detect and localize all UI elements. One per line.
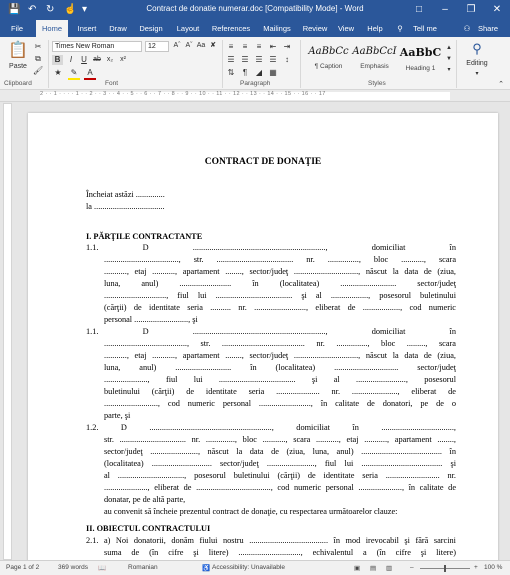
tab-home[interactable]: Home <box>36 20 68 37</box>
doc-line: ....................., fiul lui ..................................... şi al ........................, posesorul <box>104 375 456 384</box>
group-label-paragraph: Paragraph <box>240 80 271 87</box>
tab-layout[interactable]: Layout <box>176 24 200 33</box>
paste-button[interactable]: Paste <box>9 63 27 70</box>
borders-icon[interactable]: ▦ <box>269 68 277 77</box>
subscript-icon[interactable]: x₂ <box>106 56 114 63</box>
underline-button[interactable]: U <box>81 55 87 64</box>
justify-icon[interactable]: ☰ <box>269 55 277 64</box>
editing-button[interactable]: Editing <box>466 60 488 67</box>
style-preview: AaBbC <box>399 46 442 59</box>
group-label-font: Font <box>105 80 119 87</box>
style-name: ¶ Caption <box>314 63 343 70</box>
zoom-out-icon[interactable]: – <box>410 564 414 571</box>
styles-scroll-down-icon[interactable]: ▼ <box>446 56 452 62</box>
doc-line: ..........., etaj ..........., apartament ........, sector/judeţ ..............................., născut la data de (ziua, <box>104 267 456 276</box>
bold-button[interactable]: B <box>52 55 63 65</box>
style-preview: AaBbCc <box>308 46 349 57</box>
doc-line: sector/judeţ ......................., născut la data de (ziua, luna, anul) ....................................... în <box>104 447 456 456</box>
customize-qat-icon[interactable]: ▾ <box>82 4 88 15</box>
text-effects-icon[interactable]: ★ <box>54 68 62 77</box>
grow-font-icon[interactable]: Aˆ <box>173 42 181 49</box>
doc-line: ..........., etaj ..........., apartament ........, sector/judeţ ..............................., născut la data de (ziua, <box>104 351 456 360</box>
tell-me-input[interactable]: Tell me <box>413 24 437 33</box>
format-painter-icon[interactable]: 🖌 <box>33 66 44 75</box>
italic-button[interactable]: I <box>69 55 73 64</box>
cut-icon[interactable]: ✂ <box>34 42 42 51</box>
divider <box>300 40 301 88</box>
shrink-font-icon[interactable]: Aˇ <box>185 42 193 49</box>
vertical-ruler[interactable] <box>3 103 12 560</box>
document-page[interactable] <box>28 113 498 560</box>
word-count[interactable]: 369 words <box>58 564 88 571</box>
print-layout-icon[interactable]: ▤ <box>370 565 377 572</box>
group-label-clipboard: Clipboard <box>4 80 32 87</box>
doc-line: au convenit să încheie prezentul contract de donaţie, cu respectarea următoarelor clauze: <box>104 507 398 516</box>
doc-line: 1.1. D ................................................................, domiciliat în <box>86 327 456 336</box>
bullets-icon[interactable]: ≡ <box>228 42 234 51</box>
doc-line: 1.2. D ..........................................................., domiciliat în ..................................., <box>86 423 456 432</box>
numbering-icon[interactable]: ≡ <box>242 42 248 51</box>
doc-line: buletinului (cărţii) de identitate seria ..................... nr. ......................, eliberat de <box>104 387 456 396</box>
doc-line: luna, anul) ......................... în (localitatea) ........................... sector/judeţ <box>104 279 456 288</box>
language-label[interactable]: Romanian <box>128 564 158 571</box>
doc-line: Încheiat astăzi .............. <box>86 190 165 199</box>
accessibility-icon[interactable]: ♿ <box>202 565 211 572</box>
font-name-select[interactable]: Times New Roman <box>52 41 142 52</box>
redo-icon[interactable]: ↻ <box>46 4 55 15</box>
align-left-icon[interactable]: ☰ <box>227 55 235 64</box>
doc-line: la .................................. <box>86 202 165 211</box>
find-icon[interactable]: ⚲ <box>472 41 482 56</box>
tab-references[interactable]: References <box>211 24 251 33</box>
tab-help[interactable]: Help <box>367 24 383 33</box>
doc-line: ....................., eliberat de ...................................., cod numeric personal ....................., în calitate de <box>104 483 456 492</box>
doc-line: 1.1. D ................................................................, domiciliat în <box>86 243 456 252</box>
zoom-in-icon[interactable]: + <box>474 564 478 571</box>
sort-icon[interactable]: ⇅ <box>227 68 235 77</box>
show-formatting-icon[interactable]: ¶ <box>242 68 248 77</box>
divider <box>222 40 223 88</box>
doc-line: luna, anul) ........................... în (localitatea) ............................... sector/judeţ <box>104 363 456 372</box>
proofing-icon[interactable]: 📖 <box>98 565 107 572</box>
clear-formatting-icon[interactable]: ✘ <box>210 42 216 49</box>
align-center-icon[interactable]: ☰ <box>241 55 249 64</box>
title-bar <box>0 0 510 20</box>
superscript-icon[interactable]: x² <box>120 56 126 63</box>
page-count[interactable]: Page 1 of 2 <box>6 564 40 571</box>
share-button[interactable]: Share <box>477 24 498 33</box>
font-color-button[interactable]: A <box>84 68 96 80</box>
styles-more-icon[interactable]: ▾ <box>447 67 451 73</box>
line-spacing-icon[interactable]: ↕ <box>285 55 289 64</box>
lightbulb-icon: ⚲ <box>397 24 403 33</box>
tab-view[interactable]: View <box>337 24 355 33</box>
document-title: CONTRACT DE DONAŢIE <box>204 157 322 167</box>
paste-icon[interactable]: 📋 <box>8 42 28 59</box>
styles-scroll-up-icon[interactable]: ▲ <box>446 45 452 51</box>
chevron-down-icon[interactable]: ▾ <box>475 71 479 77</box>
font-size-select[interactable]: 12 <box>145 41 169 52</box>
ribbon-display-icon[interactable]: □ <box>415 4 423 15</box>
style-emphasis[interactable] <box>352 41 397 77</box>
zoom-slider-handle[interactable] <box>444 565 446 572</box>
strikethrough-icon[interactable]: ab <box>93 56 101 63</box>
doc-line: (localitatea) ............................. sector/judeţ ......................., fiul lui ....................................... şi <box>104 459 456 468</box>
decrease-indent-icon[interactable]: ⇤ <box>269 42 277 51</box>
divider <box>456 40 457 88</box>
tab-draw[interactable]: Draw <box>109 24 127 33</box>
restore-icon[interactable]: ❐ <box>466 4 476 15</box>
close-icon[interactable]: ✕ <box>492 4 502 15</box>
style-preview: AaBbCcI <box>352 46 397 57</box>
horizontal-ruler[interactable] <box>0 90 510 102</box>
doc-line: (cărţii) de identitate seria .......... nr. ........................., eliberat de .................., cod numeric <box>104 303 456 312</box>
document-area[interactable] <box>14 103 510 560</box>
undo-icon[interactable]: ↶ <box>28 4 37 15</box>
save-icon[interactable]: 💾 <box>8 4 21 15</box>
ribbon-tabs <box>0 20 510 37</box>
style-name: Emphasis <box>360 63 389 70</box>
style-name: Heading 1 <box>405 65 436 72</box>
change-case-icon[interactable]: Aa <box>196 42 206 49</box>
minimize-icon[interactable]: – <box>442 4 448 15</box>
doc-line: suma de (în cifre şi litere) .............................., echivalentul a (în cifre şi litere) <box>104 548 456 557</box>
divider <box>48 40 49 88</box>
web-layout-icon[interactable]: ▥ <box>386 565 393 572</box>
doc-line: ...................................., str. ..................................... nr. ..............., bloc ..........., scara <box>104 255 456 264</box>
section-heading: II. OBIECTUL CONTRACTULUI <box>86 524 211 533</box>
increase-indent-icon[interactable]: ⇥ <box>283 42 291 51</box>
collapse-ribbon-icon[interactable]: ⌃ <box>498 81 504 88</box>
tab-review[interactable]: Review <box>302 24 328 33</box>
style-caption[interactable] <box>306 41 351 77</box>
accessibility-status[interactable]: Accessibility: Unavailable <box>212 564 285 571</box>
shading-icon[interactable]: ◢ <box>255 68 263 77</box>
doc-line: 2.1. a) Noi donatorii, donăm fiului nostru ...................................... în mod irevocabil şi fără sarcini <box>86 536 456 545</box>
section-heading: I. PĂRŢILE CONTRACTANTE <box>86 232 203 241</box>
doc-line: al ................................, posesorul buletinului (cărţii) de identitate seria .......................... nr. <box>104 471 456 480</box>
ribbon-home <box>0 37 510 90</box>
doc-line: donatar, pe de altă parte, <box>104 495 186 504</box>
tab-insert[interactable]: Insert <box>77 24 97 33</box>
doc-line: personal .........................., şi <box>104 315 198 324</box>
status-bar <box>0 560 510 575</box>
focus-icon[interactable]: ▣ <box>354 565 361 572</box>
group-label-styles: Styles <box>368 80 386 87</box>
tab-file[interactable]: File <box>10 24 24 33</box>
style-heading-1[interactable] <box>398 41 443 77</box>
tab-design[interactable]: Design <box>139 24 163 33</box>
multilevel-list-icon[interactable]: ≡ <box>256 42 262 51</box>
doc-line: .............................., fiul lui ..................................... şi al .................., posesorul buletinului <box>104 291 456 300</box>
zoom-level[interactable]: 100 % <box>484 564 503 571</box>
doc-line: str. ................................ nr. .............., bloc ..........., scara ..........., etaj ..........., apartament ........, <box>104 435 456 444</box>
tab-mailings[interactable]: Mailings <box>263 24 291 33</box>
share-icon: ⚇ <box>463 24 471 33</box>
window-title: Contract de donatie numerar.doc [Compatibility Mode] - Word <box>146 4 364 13</box>
doc-line: .........................., cod numeric personal ........................., în calitate de donatori, pe de o <box>104 399 456 408</box>
copy-icon[interactable]: ⧉ <box>35 54 41 63</box>
touch-mode-icon[interactable]: ☝ <box>64 4 77 15</box>
highlight-icon[interactable]: ✎ <box>68 68 80 80</box>
doc-line: parte, şi <box>104 411 131 420</box>
doc-line: ........................................, str. ........................................ nr. ..............., bloc ........., scara <box>104 339 456 348</box>
align-right-icon[interactable]: ☰ <box>255 55 263 64</box>
ruler-numbers: 2 · · 1 · · · · 1 · · 2 · · 3 · · 4 · · 5 · · 6 · · 7 · · 8 · · 9 · · 10 · · 11 · · 12 · · 13 · · 14 · · 15 · · 16 · · 17 <box>40 91 326 97</box>
